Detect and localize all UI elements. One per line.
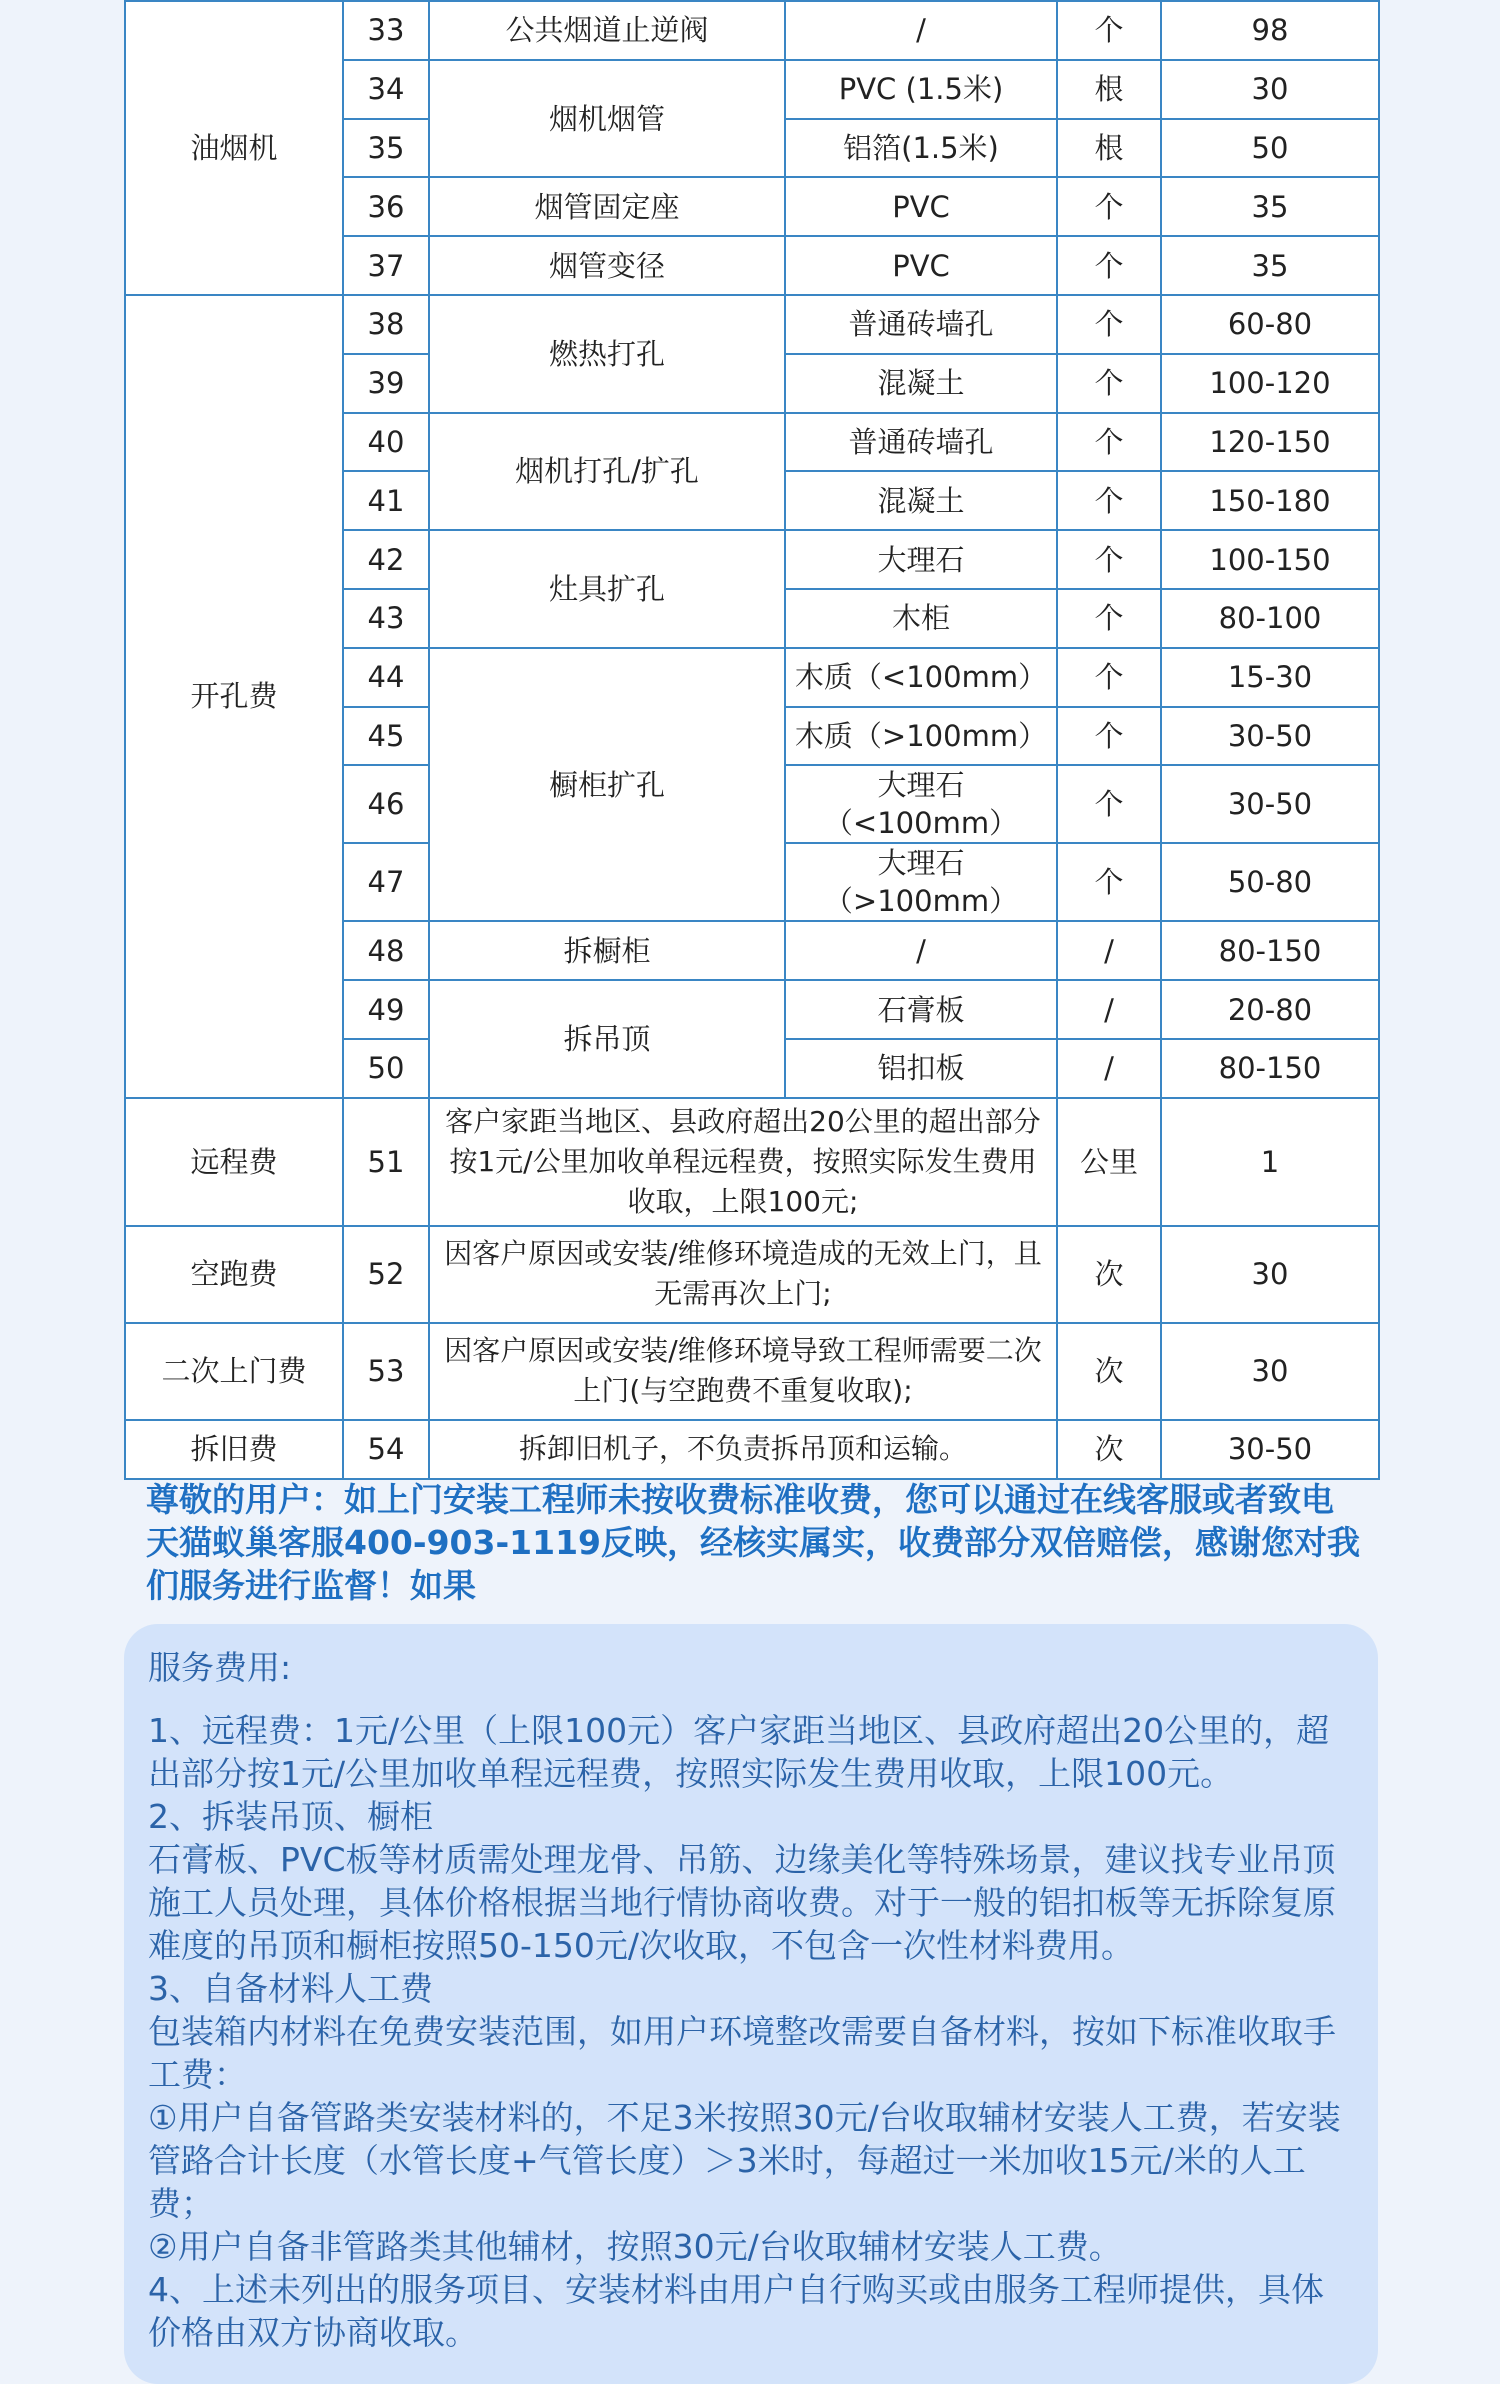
item-price: 80-150 [1161,921,1379,980]
row-number: 36 [343,177,429,236]
item-spec: 普通砖墙孔 [785,295,1057,354]
item-name: 拆橱柜 [429,921,785,980]
item-price: 30-50 [1161,765,1379,843]
item-spec: 石膏板 [785,980,1057,1039]
service-fee-line: 3、自备材料人工费 [148,1969,433,2008]
item-description: 因客户原因或安装/维修环境导致工程师需要二次上门(与空跑费不重复收取); [429,1323,1057,1420]
item-unit: 个 [1057,843,1161,921]
row-number: 37 [343,236,429,295]
item-unit: / [1057,980,1161,1039]
item-spec: 普通砖墙孔 [785,413,1057,472]
item-price: 35 [1161,177,1379,236]
row-number: 40 [343,413,429,472]
row-number: 54 [343,1420,429,1479]
item-spec: / [785,921,1057,980]
row-number: 43 [343,589,429,648]
category-cell: 二次上门费 [125,1323,343,1420]
item-price: 30 [1161,1323,1379,1420]
item-unit: 公里 [1057,1098,1161,1226]
table-row [125,1098,1379,1226]
item-price: 150-180 [1161,471,1379,530]
item-unit: 个 [1057,413,1161,472]
service-fee-line: ②用户自备非管路类其他辅材，按照30元/台收取辅材安装人工费。 [148,2227,1122,2266]
item-description: 客户家距当地区、县政府超出20公里的超出部分按1元/公里加收单程远程费，按照实际发生费用收取，上限100元; [429,1098,1057,1226]
item-unit: 个 [1057,177,1161,236]
item-spec: PVC (1.5米) [785,60,1057,119]
item-name: 公共烟道止逆阀 [429,1,785,60]
item-price: 100-120 [1161,354,1379,413]
item-spec: / [785,1,1057,60]
item-spec: 木质（>100mm） [785,707,1057,766]
item-name: 橱柜扩孔 [429,648,785,922]
item-unit: 根 [1057,119,1161,178]
row-number: 48 [343,921,429,980]
row-number: 42 [343,530,429,589]
row-number: 53 [343,1323,429,1420]
item-unit: 次 [1057,1420,1161,1479]
item-unit: / [1057,1039,1161,1098]
item-spec: PVC [785,177,1057,236]
row-number: 46 [343,765,429,843]
item-name: 燃热打孔 [429,295,785,413]
item-spec: 木柜 [785,589,1057,648]
service-fee-line: 1、远程费：1元/公里（上限100元）客户家距当地区、县政府超出20公里的，超出部分按1元/公里加收单程远程费，按照实际发生费用收取，上限100元。 [148,1711,1330,1793]
item-price: 50-80 [1161,843,1379,921]
item-spec: 大理石（<100mm） [785,765,1057,843]
service-fees-title: 服务费用: [148,1648,292,1687]
row-number: 52 [343,1226,429,1323]
row-number: 41 [343,471,429,530]
customer-notice: 尊敬的用户：如上门安装工程师未按收费标准收费，您可以通过在线客服或者致电天猫蚁巢客服400-903-1119反映，经核实属实，收费部分双倍赔偿，感谢您对我们服务进行监督！如果 [146,1480,1361,1605]
item-price: 30 [1161,1226,1379,1323]
row-number: 38 [343,295,429,354]
category-cell: 空跑费 [125,1226,343,1323]
row-number: 34 [343,60,429,119]
item-unit: 个 [1057,765,1161,843]
row-number: 39 [343,354,429,413]
item-spec: 混凝土 [785,471,1057,530]
item-price: 30-50 [1161,1420,1379,1479]
item-spec: 混凝土 [785,354,1057,413]
item-price: 80-100 [1161,589,1379,648]
row-number: 35 [343,119,429,178]
row-number: 47 [343,843,429,921]
row-number: 50 [343,1039,429,1098]
service-fee-line: 4、上述未列出的服务项目、安装材料由用户自行购买或由服务工程师提供，具体价格由双方协商收取。 [148,2270,1324,2352]
category-cell: 开孔费 [125,295,343,1098]
item-unit: 个 [1057,530,1161,589]
row-number: 33 [343,1,429,60]
table-row [125,295,1379,354]
item-price: 35 [1161,236,1379,295]
table-row [125,1323,1379,1420]
item-name: 烟机打孔/扩孔 [429,413,785,531]
service-fee-line: 包装箱内材料在免费安装范围，如用户环境整改需要自备材料，按如下标准收取手工费： [148,2012,1336,2094]
item-unit: 个 [1057,707,1161,766]
item-name: 烟机烟管 [429,60,785,178]
item-price: 50 [1161,119,1379,178]
row-number: 49 [343,980,429,1039]
price-table [124,0,1380,1480]
item-unit: 个 [1057,589,1161,648]
item-price: 120-150 [1161,413,1379,472]
row-number: 51 [343,1098,429,1226]
item-spec: PVC [785,236,1057,295]
item-price: 100-150 [1161,530,1379,589]
service-fee-line: ①用户自备管路类安装材料的，不足3米按照30元/台收取辅材安装人工费，若安装管路合计长度（水管长度+气管长度）＞3米时，每超过一米加收15元/米的人工费； [148,2098,1341,2223]
service-fees-panel [124,1624,1378,2384]
table-row [125,1,1379,60]
item-price: 60-80 [1161,295,1379,354]
item-price: 98 [1161,1,1379,60]
item-unit: 个 [1057,648,1161,707]
row-number: 45 [343,707,429,766]
item-unit: 个 [1057,295,1161,354]
item-unit: 根 [1057,60,1161,119]
category-cell: 远程费 [125,1098,343,1226]
item-description: 因客户原因或安装/维修环境造成的无效上门，且无需再次上门; [429,1226,1057,1323]
category-cell: 油烟机 [125,1,343,295]
item-unit: 个 [1057,471,1161,530]
row-number: 44 [343,648,429,707]
item-unit: / [1057,921,1161,980]
table-row [125,1226,1379,1323]
item-unit: 个 [1057,236,1161,295]
service-fee-line: 石膏板、PVC板等材质需处理龙骨、吊筋、边缘美化等特殊场景，建议找专业吊顶施工人员处理，具体价格根据当地行情协商收费。对于一般的铝扣板等无拆除复原难度的吊顶和橱柜按照50-150元/次收取，不包含一次性材料费用。 [148,1840,1336,1965]
service-fee-line: 2、拆装吊顶、橱柜 [148,1797,433,1836]
item-name: 烟管变径 [429,236,785,295]
table-row [125,1420,1379,1479]
item-name: 烟管固定座 [429,177,785,236]
item-name: 拆吊顶 [429,980,785,1098]
item-unit: 个 [1057,1,1161,60]
item-price: 15-30 [1161,648,1379,707]
item-spec: 铝扣板 [785,1039,1057,1098]
category-cell: 拆旧费 [125,1420,343,1479]
item-unit: 次 [1057,1323,1161,1420]
item-price: 30 [1161,60,1379,119]
item-price: 80-150 [1161,1039,1379,1098]
item-spec: 铝箔(1.5米) [785,119,1057,178]
item-spec: 大理石（>100mm） [785,843,1057,921]
item-price: 20-80 [1161,980,1379,1039]
item-spec: 木质（<100mm） [785,648,1057,707]
item-unit: 次 [1057,1226,1161,1323]
item-name: 灶具扩孔 [429,530,785,648]
item-price: 1 [1161,1098,1379,1226]
item-description: 拆卸旧机子，不负责拆吊顶和运输。 [429,1420,1057,1479]
item-price: 30-50 [1161,707,1379,766]
item-spec: 大理石 [785,530,1057,589]
item-unit: 个 [1057,354,1161,413]
